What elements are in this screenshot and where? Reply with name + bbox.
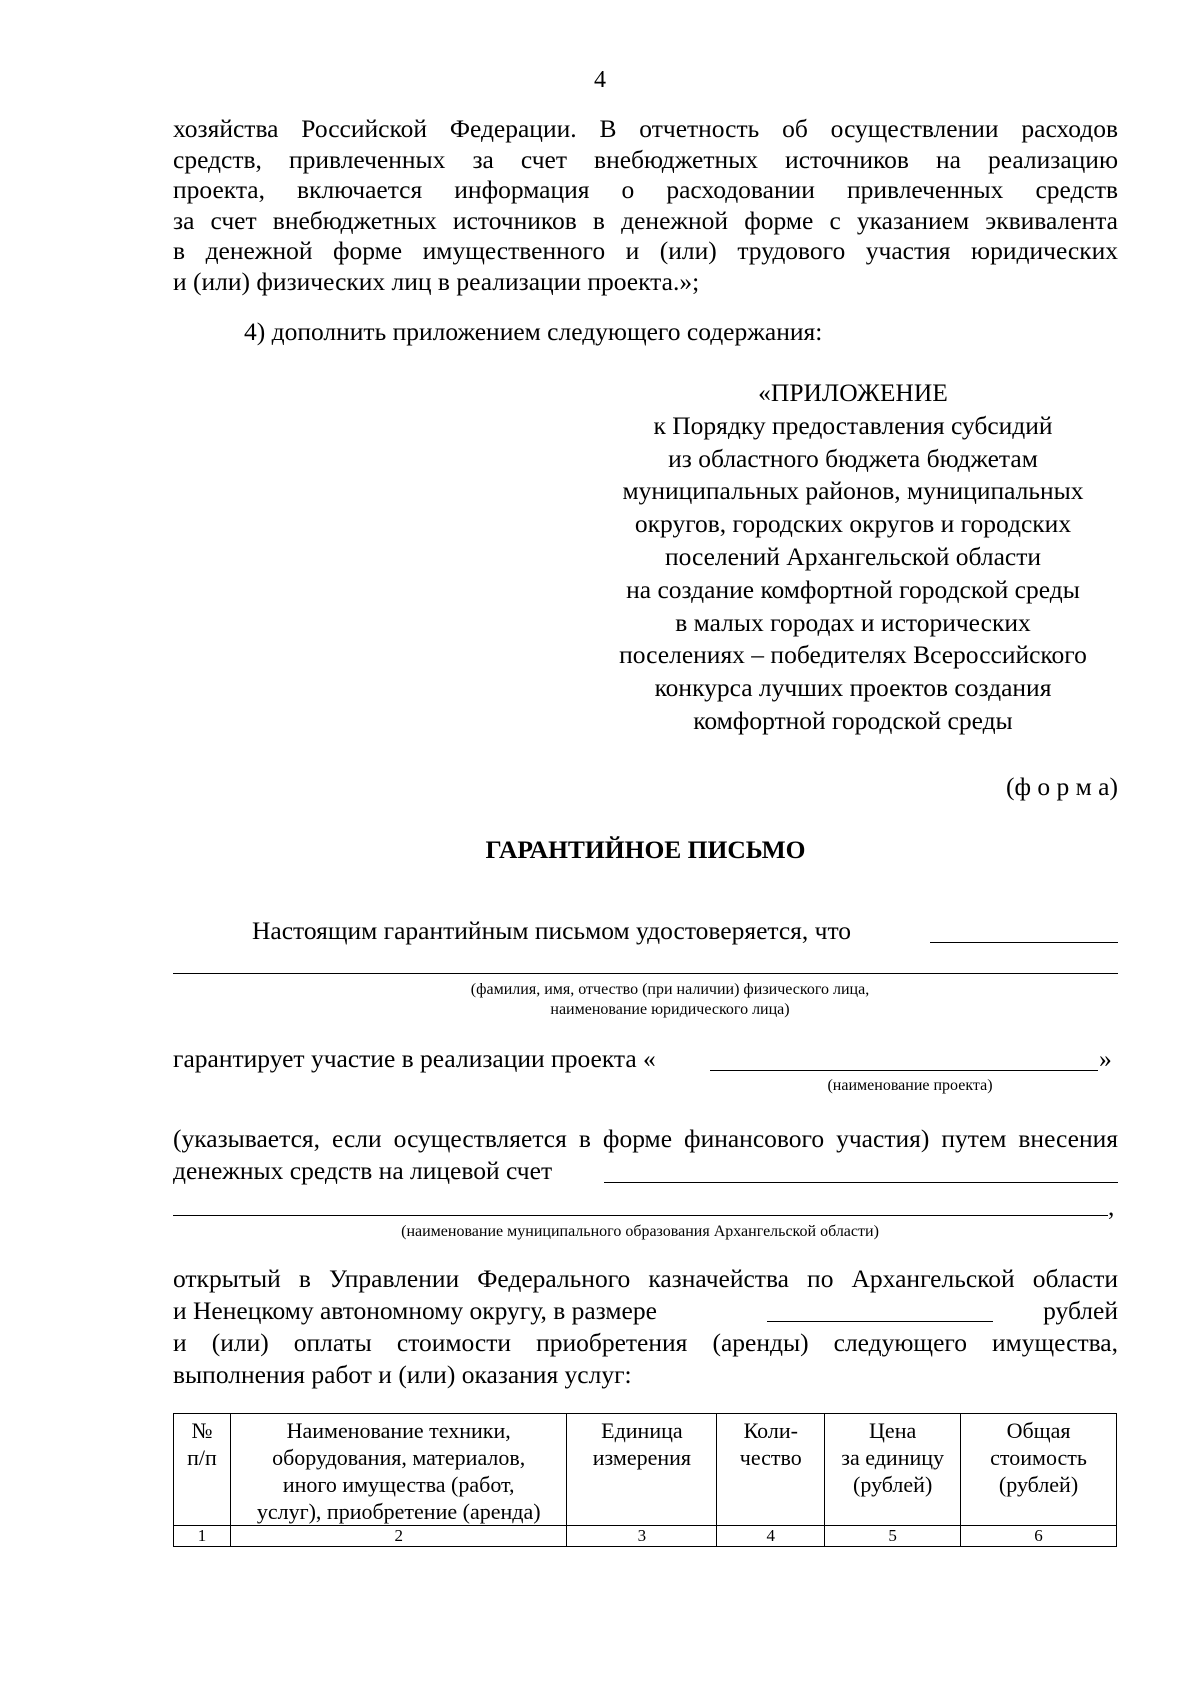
text-line: выполнения работ и (или) оказания услуг: — [173, 1360, 632, 1389]
account-text: денежных средств на лицевой счет — [173, 1156, 553, 1185]
appendix-line: поселениях – победителях Всероссийского — [619, 640, 1087, 670]
page-number: 4 — [594, 67, 606, 93]
appendix-header — [588, 377, 1118, 738]
table-cell: 1 — [174, 1526, 231, 1547]
header-cell-quantity: Коли- чество — [717, 1414, 825, 1526]
guarantee-text: гарантирует участие в реализации проекта « — [173, 1044, 656, 1073]
blank-line-account — [604, 1182, 1118, 1183]
table-cell: 3 — [567, 1526, 717, 1547]
caption-project: (наименование проекта) — [827, 1077, 993, 1094]
appendix-line: из областного бюджета бюджетам — [668, 443, 1038, 473]
text-line: и (или) оплаты стоимости приобретения (аренды) следующего имущества, — [173, 1328, 1118, 1357]
caption-person — [370, 980, 970, 1020]
indicated-line: (указывается, если осуществляется в форме финансового участия) путем внесения — [173, 1124, 1118, 1153]
appendix-line: в малых городах и исторических — [675, 607, 1031, 637]
table-cell: 5 — [825, 1526, 961, 1547]
intro-paragraph — [173, 114, 1118, 297]
appendix-line: муниципальных районов, муниципальных — [622, 476, 1084, 506]
text-line: средств, привлеченных за счет внебюджетных источников на реализацию — [173, 144, 1118, 174]
text-line: за счет внебюджетных источников в денежной форме с указанием эквивалента — [173, 205, 1118, 235]
text-line: проекта, включается информация о расходовании привлеченных средств — [173, 175, 1118, 204]
form-label: (ф о р м а) — [1006, 772, 1118, 801]
caption-municipality: (наименование муниципального образования Архангельской области) — [401, 1223, 879, 1240]
appendix-line: на создание комфортной городской среды — [626, 574, 1080, 604]
table-header-row — [174, 1414, 1117, 1526]
blank-line-project — [710, 1070, 1098, 1071]
opened-paragraph — [173, 1263, 1118, 1391]
certify-text: Настоящим гарантийным письмом удостоверяется, что — [252, 916, 852, 945]
appendix-line: поселений Архангельской области — [664, 541, 1042, 571]
text-line: открытый в Управлении Федерального казначейства по Архангельской области — [173, 1264, 1118, 1293]
appendix-line: комфортной городской среды — [693, 705, 1013, 735]
item-4: 4) дополнить приложением следующего содержания: — [244, 317, 823, 346]
table-cell: 6 — [961, 1526, 1117, 1547]
header-cell-price: Цена за единицу (рублей) — [825, 1414, 961, 1526]
table-cell: 2 — [230, 1526, 567, 1547]
header-cell-name: Наименование техники, оборудования, материалов, иного имущества (работ, услуг), приобретение (аренда) — [230, 1414, 567, 1526]
text-line: в денежной форме имущественного и (или) трудового участия юридических — [173, 236, 1118, 265]
guarantee-close: » — [1099, 1044, 1112, 1073]
blank-line-amount — [767, 1321, 993, 1322]
blank-line-municipality — [173, 1215, 1108, 1216]
header-cell-unit: Единица измерения — [567, 1414, 717, 1526]
header-cell-total: Общая стоимость (рублей) — [961, 1414, 1117, 1526]
table-number-row — [174, 1526, 1117, 1547]
blank-line-person-short — [930, 942, 1118, 943]
blank-line-person — [173, 973, 1118, 974]
caption-line: (фамилия, имя, отчество (при наличии) физического лица, — [470, 981, 870, 998]
appendix-line: округов, городских округов и городских — [634, 509, 1072, 539]
text-line-amount — [173, 1295, 1118, 1327]
header-cell-number: № п/п — [174, 1414, 231, 1526]
appendix-line: «ПРИЛОЖЕНИЕ — [758, 378, 948, 407]
table-cell: 4 — [717, 1526, 825, 1547]
text-line: и (или) физических лиц в реализации проекта.»; — [173, 266, 700, 296]
caption-line: наименование юридического лица) — [550, 1001, 790, 1018]
appendix-line: к Порядку предоставления субсидий — [653, 410, 1053, 440]
appendix-line: конкурса лучших проектов создания — [654, 673, 1052, 703]
text-amount-before: и Ненецкому автономному округу, в размере — [173, 1296, 657, 1325]
comma: , — [1108, 1192, 1115, 1221]
text-amount-after: рублей — [1043, 1296, 1118, 1325]
text-line: хозяйства Российской Федерации. В отчетность об осуществлении расходов — [173, 114, 1118, 143]
letter-title: ГАРАНТИЙНОЕ ПИСЬМО — [485, 835, 806, 864]
items-table — [173, 1413, 1117, 1547]
